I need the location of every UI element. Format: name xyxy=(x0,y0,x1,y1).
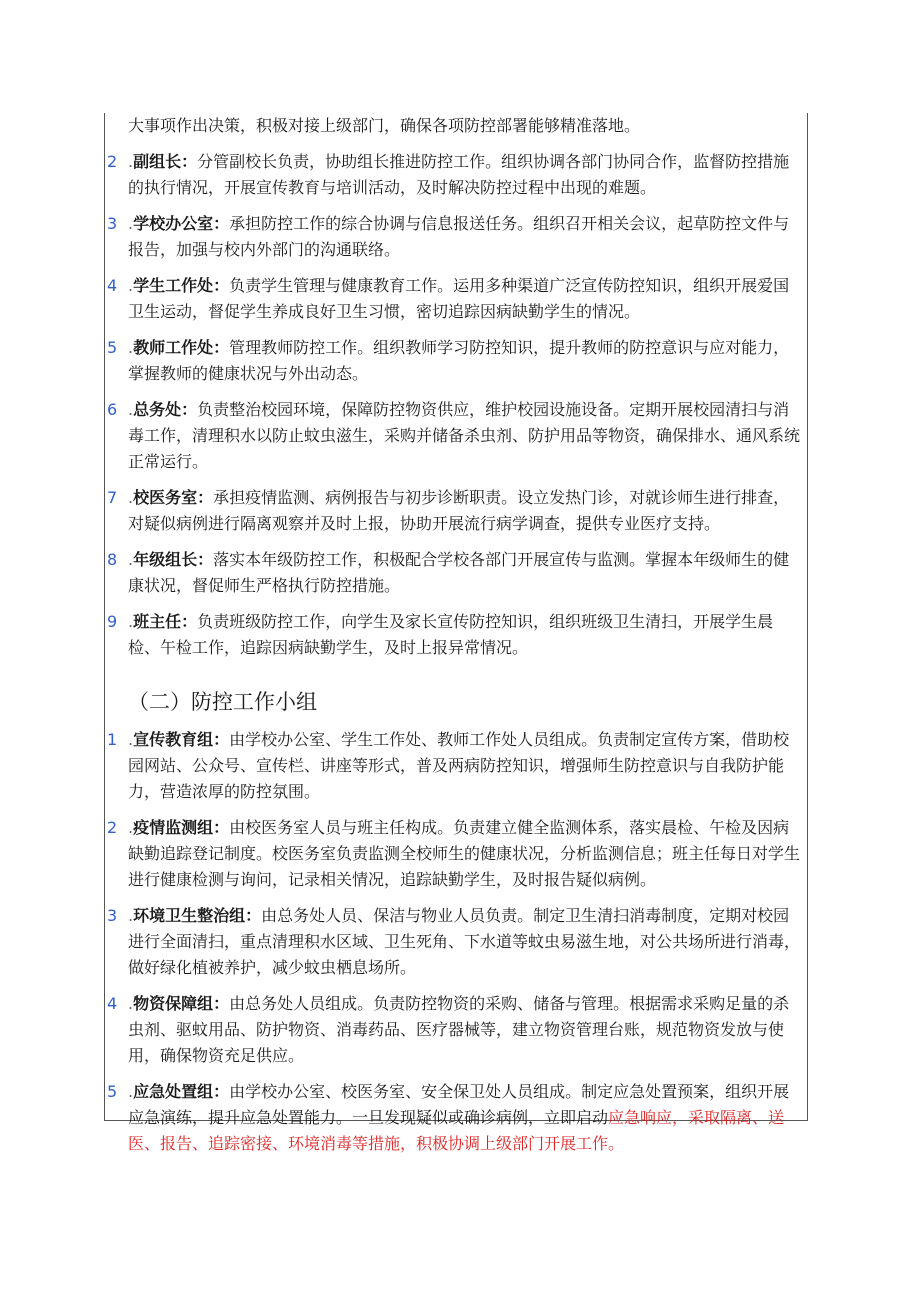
group-text: 由学校办公室、学生工作处、教师工作处人员组成。负责制定宣传方案，借助校园网站、公众号、宣传栏、讲座等形式，普及两病防控知识，增强师生防控意识与自我防护能力，营造浓厚的防控氛围。 xyxy=(128,730,790,801)
group-highlight-text: 应急响应，采取隔离、送医、报告、追踪密接、环境消毒等措施，积极协调上级部门开展工作。 xyxy=(128,1108,785,1153)
list-marker-dot: . xyxy=(128,152,134,171)
list-marker-dot: . xyxy=(128,214,134,233)
duty-item xyxy=(104,273,808,325)
section-title: （二）防控工作小组 xyxy=(128,690,317,714)
duty-term: 班主任 xyxy=(133,612,182,631)
group-text: 由学校办公室、校医务室、安全保卫处人员组成。制定应急处置预案，组织开展应急演练，提升应急处置能力。一旦发现疑似或确诊病例，立即启动 xyxy=(128,1082,790,1127)
duty-separator: ： xyxy=(181,400,198,419)
group-item xyxy=(104,815,808,893)
duty-separator: ： xyxy=(213,214,230,233)
group-item xyxy=(104,1079,808,1157)
duty-item xyxy=(104,335,808,387)
groups-list xyxy=(104,727,808,1157)
list-marker-dot: . xyxy=(128,400,134,419)
duty-term: 教师工作处 xyxy=(133,338,214,357)
duty-item xyxy=(104,485,808,537)
list-marker-dot: . xyxy=(128,1082,134,1101)
leading-paragraph xyxy=(104,113,808,139)
list-marker-dot: . xyxy=(128,550,134,569)
group-separator: ： xyxy=(245,906,262,925)
duty-term: 副组长 xyxy=(133,152,182,171)
group-number: 1 xyxy=(107,730,118,749)
duty-item xyxy=(104,149,808,201)
list-marker-dot: . xyxy=(128,906,134,925)
duty-number: 9 xyxy=(107,612,118,631)
duty-separator: ： xyxy=(197,550,214,569)
list-marker-dot: . xyxy=(128,994,134,1013)
group-number: 5 xyxy=(107,1082,118,1101)
group-term: 环境卫生整治组 xyxy=(133,906,246,925)
list-marker-dot: . xyxy=(128,612,134,631)
duty-item xyxy=(104,547,808,599)
group-number: 2 xyxy=(107,818,118,837)
list-marker-dot: . xyxy=(128,488,134,507)
duty-term: 校医务室 xyxy=(133,488,198,507)
duty-number: 5 xyxy=(107,338,118,357)
group-number: 3 xyxy=(107,906,118,925)
group-text: 由总务处人员组成。负责防控物资的采购、储备与管理。根据需求采购足量的杀虫剂、驱蚊用品、防护物资、消毒药品、医疗器械等，建立物资管理台账，规范物资发放与使用，确保物资充足供应。 xyxy=(128,994,790,1065)
duty-text: 分管副校长负责，协助组长推进防控工作。组织协调各部门协同合作，监督防控措施的执行情况，开展宣传教育与培训活动，及时解决防控过程中出现的难题。 xyxy=(128,152,790,197)
group-item xyxy=(104,727,808,805)
duty-separator: ： xyxy=(213,276,230,295)
duty-text: 负责班级防控工作，向学生及家长宣传防控知识，组织班级卫生清扫，开展学生晨检、午检工作，追踪因病缺勤学生，及时上报异常情况。 xyxy=(128,612,774,657)
duty-item xyxy=(104,211,808,263)
group-term: 疫情监测组 xyxy=(133,818,214,837)
duty-number: 3 xyxy=(107,214,118,233)
duty-term: 总务处 xyxy=(133,400,182,419)
duty-term: 年级组长 xyxy=(133,550,198,569)
group-text: 由校医务室人员与班主任构成。负责建立健全监测体系，落实晨检、午检及因病缺勤追踪登记制度。校医务室负责监测全校师生的健康状况，分析监测信息；班主任每日对学生进行健康检测与询问，记录相关情况，追踪缺勤学生，及时报告疑似病例。 xyxy=(128,818,801,889)
duty-separator: ： xyxy=(181,612,198,631)
duty-number: 8 xyxy=(107,550,118,569)
group-term: 宣传教育组 xyxy=(133,730,214,749)
group-number: 4 xyxy=(107,994,118,1013)
list-marker-dot: . xyxy=(128,338,134,357)
document-content xyxy=(104,113,808,1157)
group-item xyxy=(104,991,808,1069)
group-separator: ： xyxy=(213,730,230,749)
duty-separator: ： xyxy=(213,338,230,357)
list-marker-dot: . xyxy=(128,276,134,295)
duty-text: 落实本年级防控工作，积极配合学校各部门开展宣传与监测。掌握本年级师生的健康状况，督促师生严格执行防控措施。 xyxy=(128,550,790,595)
duty-text: 承担防控工作的综合协调与信息报送任务。组织召开相关会议，起草防控文件与报告，加强与校内外部门的沟通联络。 xyxy=(128,214,790,259)
group-item xyxy=(104,903,808,981)
list-marker-dot: . xyxy=(128,730,134,749)
duty-text: 管理教师防控工作。组织教师学习防控知识，提升教师的防控意识与应对能力，掌握教师的健康状况与外出动态。 xyxy=(128,338,790,383)
leading-text: 大事项作出决策，积极对接上级部门，确保各项防控部署能够精准落地。 xyxy=(128,116,641,135)
group-separator: ： xyxy=(213,818,230,837)
duty-separator: ： xyxy=(197,488,214,507)
group-separator: ： xyxy=(213,1082,230,1101)
duty-text: 负责整治校园环境，保障防控物资供应，维护校园设施设备。定期开展校园清扫与消毒工作，清理积水以防止蚊虫滋生，采购并储备杀虫剂、防护用品等物资，确保排水、通风系统正常运行。 xyxy=(128,400,801,471)
duty-item xyxy=(104,609,808,661)
duty-number: 2 xyxy=(107,152,118,171)
duty-number: 6 xyxy=(107,400,118,419)
group-text: 由总务处人员、保洁与物业人员负责。制定卫生清扫消毒制度，定期对校园进行全面清扫，重点清理积水区域、卫生死角、下水道等蚊虫易滋生地，对公共场所进行消毒，做好绿化植被养护，减少蚊虫栖息场所。 xyxy=(128,906,801,977)
duty-item xyxy=(104,397,808,475)
duty-number: 7 xyxy=(107,488,118,507)
duty-term: 学生工作处 xyxy=(133,276,214,295)
duty-text: 负责学生管理与健康教育工作。运用多种渠道广泛宣传防控知识，组织开展爱国卫生运动，督促学生养成良好卫生习惯，密切追踪因病缺勤学生的情况。 xyxy=(128,276,790,321)
list-marker-dot: . xyxy=(128,818,134,837)
group-term: 应急处置组 xyxy=(133,1082,214,1101)
duty-term: 学校办公室 xyxy=(133,214,214,233)
group-term: 物资保障组 xyxy=(133,994,214,1013)
duty-text: 承担疫情监测、病例报告与初步诊断职责。设立发热门诊，对就诊师生进行排查，对疑似病例进行隔离观察并及时上报，协助开展流行病学调查，提供专业医疗支持。 xyxy=(128,488,790,533)
duty-number: 4 xyxy=(107,276,118,295)
group-separator: ： xyxy=(213,994,230,1013)
duty-separator: ： xyxy=(181,152,198,171)
duties-list xyxy=(104,149,808,661)
